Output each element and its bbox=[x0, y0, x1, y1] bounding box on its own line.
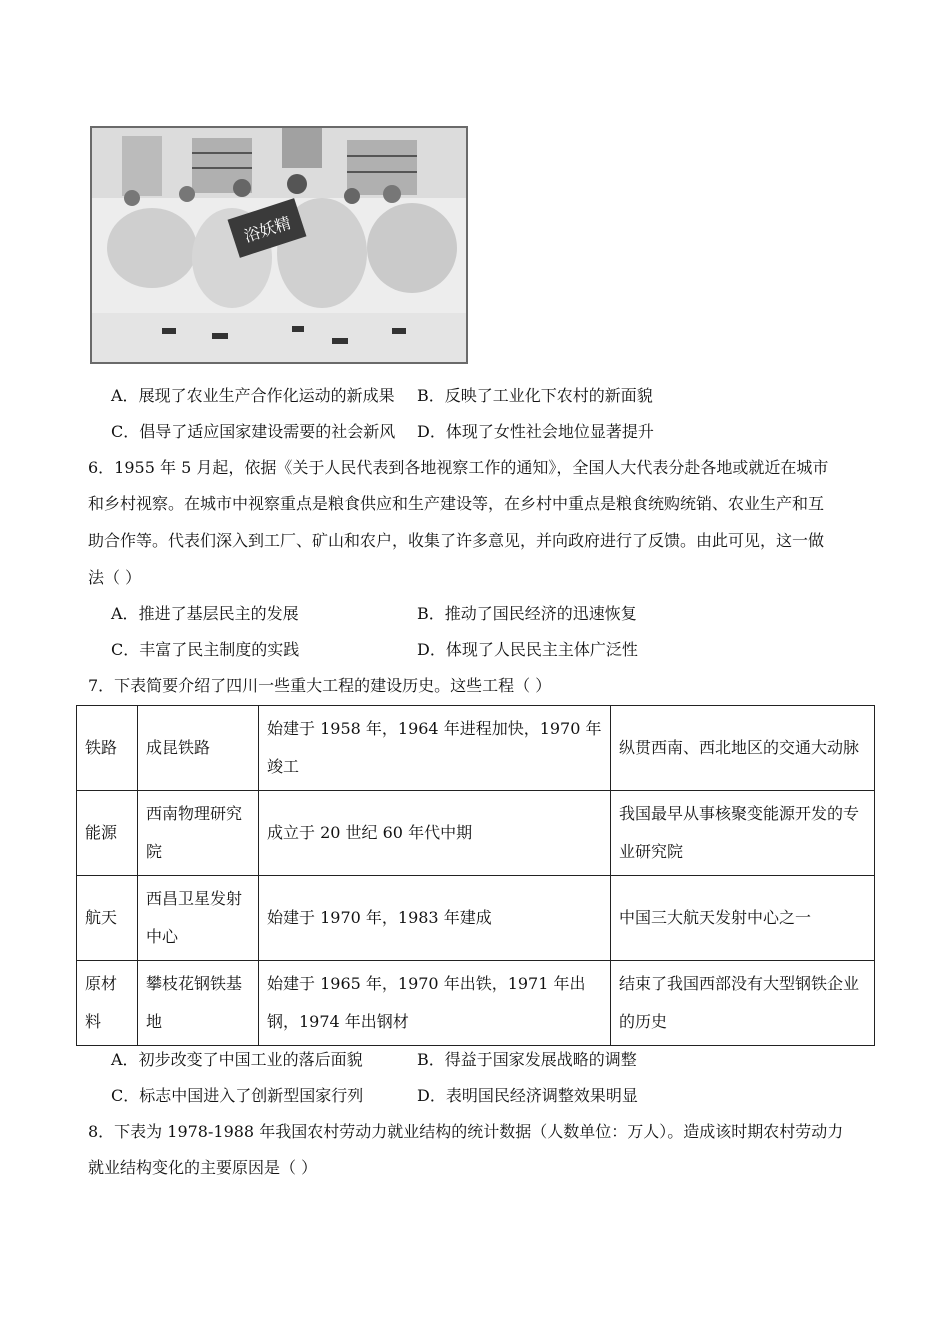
q6-stem-line-4: 法（ ） bbox=[88, 568, 142, 587]
q6-stem-line-2: 和乡村视察。在城市中视察重点是粮食供应和生产建设等，在乡村中重点是粮食统购统销、农业生产和互 bbox=[88, 494, 825, 513]
table-row bbox=[77, 961, 875, 1046]
table-cell: 铁路 bbox=[77, 706, 138, 791]
q5-option-c: C．倡导了适应国家建设需要的社会新风 bbox=[111, 422, 396, 441]
q7-table bbox=[76, 705, 875, 1046]
table-row bbox=[77, 706, 875, 791]
q7-option-b: B．得益于国家发展战略的调整 bbox=[417, 1050, 637, 1069]
q6-option-b: B．推动了国民经济的迅速恢复 bbox=[417, 604, 637, 623]
photo-banner-text: 浴妖精 bbox=[241, 212, 294, 246]
table-cell: 始建于 1958 年，1964 年进程加快，1970 年竣工 bbox=[259, 706, 611, 791]
table-cell: 西昌卫星发射中心 bbox=[138, 876, 259, 961]
q6-option-c: C．丰富了民主制度的实践 bbox=[111, 640, 300, 659]
table-cell: 原材料 bbox=[77, 961, 138, 1046]
photo-scene bbox=[92, 128, 466, 362]
q6-option-a: A．推进了基层民主的发展 bbox=[111, 604, 299, 623]
table-cell: 成立于 20 世纪 60 年代中期 bbox=[259, 791, 611, 876]
table-cell: 成昆铁路 bbox=[138, 706, 259, 791]
historical-photo bbox=[90, 126, 468, 364]
table-cell: 我国最早从事核聚变能源开发的专业研究院 bbox=[611, 791, 875, 876]
table-cell: 中国三大航天发射中心之一 bbox=[611, 876, 875, 961]
table-cell: 始建于 1970 年，1983 年建成 bbox=[259, 876, 611, 961]
table-row bbox=[77, 876, 875, 961]
q7-option-a: A．初步改变了中国工业的落后面貌 bbox=[111, 1050, 363, 1069]
q7-option-c: C．标志中国进入了创新型国家行列 bbox=[111, 1086, 364, 1105]
table-cell: 航天 bbox=[77, 876, 138, 961]
q8-stem-line-1: 8．下表为 1978-1988 年我国农村劳动力就业结构的统计数据（人数单位：万人）。造成该时期农村劳动力 bbox=[88, 1122, 844, 1141]
table-row bbox=[77, 791, 875, 876]
table-cell: 西南物理研究院 bbox=[138, 791, 259, 876]
q6-stem-line-1: 6．1955 年 5 月起，依据《关于人民代表到各地视察工作的通知》，全国人大代表分赴各地或就近在城市 bbox=[88, 458, 829, 477]
q5-option-b: B．反映了工业化下农村的新面貌 bbox=[417, 386, 653, 405]
q7-option-d: D．表明国民经济调整效果明显 bbox=[417, 1086, 638, 1105]
q8-stem-line-2: 就业结构变化的主要原因是（ ） bbox=[88, 1158, 318, 1177]
q5-option-d: D．体现了女性社会地位显著提升 bbox=[417, 422, 654, 441]
q6-option-d: D．体现了人民民主主体广泛性 bbox=[417, 640, 638, 659]
q6-stem-line-3: 助合作等。代表们深入到工厂、矿山和农户，收集了许多意见，并向政府进行了反馈。由此可见，这一做 bbox=[88, 531, 825, 550]
table-cell: 攀枝花钢铁基地 bbox=[138, 961, 259, 1046]
table-cell: 能源 bbox=[77, 791, 138, 876]
table-cell: 结束了我国西部没有大型钢铁企业的历史 bbox=[611, 961, 875, 1046]
q7-stem: 7．下表简要介绍了四川一些重大工程的建设历史。这些工程（ ） bbox=[88, 676, 552, 695]
table-cell: 纵贯西南、西北地区的交通大动脉 bbox=[611, 706, 875, 791]
q5-option-a: A．展现了农业生产合作化运动的新成果 bbox=[111, 386, 395, 405]
table-cell: 始建于 1965 年，1970 年出铁，1971 年出钢，1974 年出钢材 bbox=[259, 961, 611, 1046]
